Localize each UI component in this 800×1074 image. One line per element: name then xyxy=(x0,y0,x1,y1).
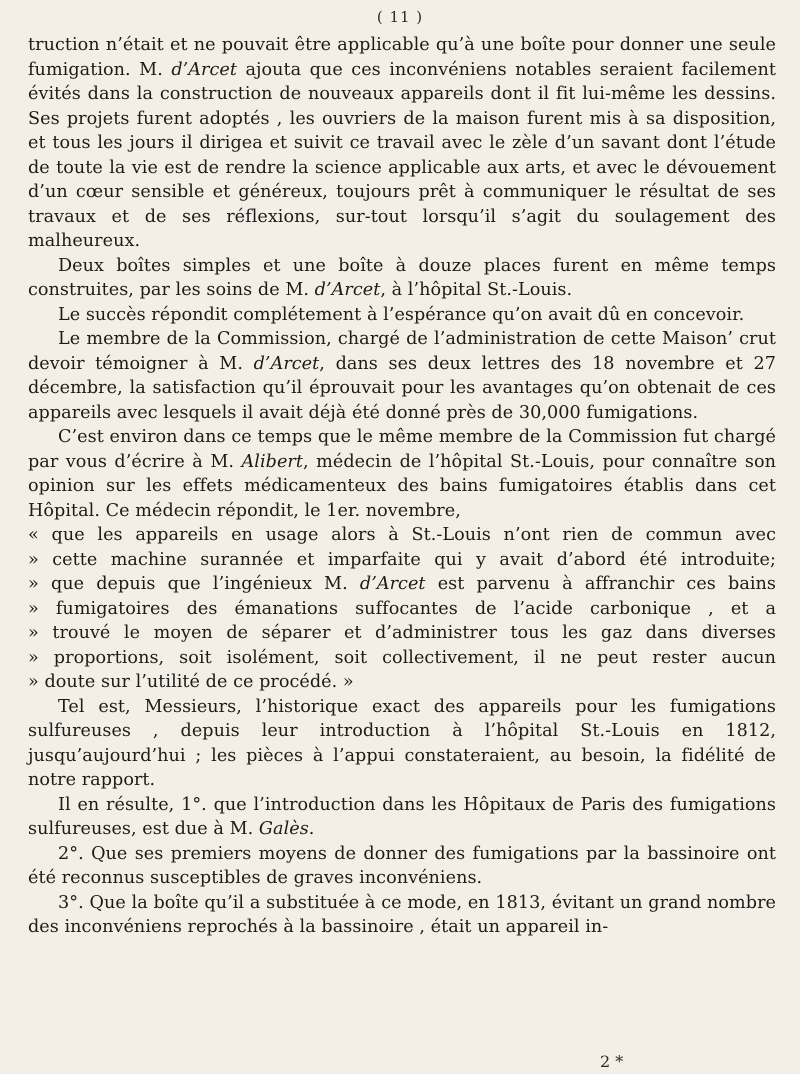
name-darcet: d’Arcet xyxy=(253,353,320,374)
p7-text: Il en résulte, 1°. que l’introduction dans les Hôpitaux de Paris des fumigations sulfureuses, est due à M. xyxy=(28,794,776,839)
p5-text-a: C’est environ dans ce temps que le même membre de la Commission fut chargé par vous d’écrire à M. xyxy=(28,427,776,472)
paragraph-6: Tel est, Messieurs, l’historique exact des appareils pour les fumigations sulfureuses , depuis leur introduction à l’hôpital St.-Louis en 1812, jusqu’aujourd’hui ; les pièces à l’appui constateraient, au besoin, la fidélité de notre rapport. xyxy=(28,696,776,790)
paragraph-1 xyxy=(28,33,776,254)
quote-3-text-b: est parvenu à affranchir ces bains xyxy=(425,574,776,594)
body-text xyxy=(28,33,776,940)
p1-text-b: ajouta que ces inconvéniens notables seraient facilement évités dans la construction de nouveaux appareils dont il fit lui-même les dessins. Ses projets furent adoptés , les ouvriers de la maison furent mis à sa disposition, et tous les jours il dirigea et suivit ce travail avec le zèle d’un savant dont l’étude de toute la vie est de rendre la science applicable aux arts, et avec le dévouement d’un cœur sensible et généreux, toujours prêt à communiquer le résultat de ses travaux et de ses réflexions, sur-tout lorsqu’il s’agit du soulagement des malheureux. xyxy=(28,59,776,251)
p2-text-b: , à l’hôpital St.-Louis. xyxy=(380,280,573,300)
p7-end: . xyxy=(308,819,315,839)
quote-line: » trouvé le moyen de séparer et d’administrer tous les gaz dans diverses xyxy=(28,623,776,643)
quote-line: » proportions, soit isolément, soit collectivement, il ne peut rester aucun xyxy=(28,647,776,668)
signature-mark: 2 * xyxy=(600,1052,624,1071)
paragraph-4 xyxy=(28,327,776,425)
name-gales: Galès xyxy=(258,819,309,839)
name-darcet: d’Arcet xyxy=(359,574,426,594)
name-darcet: d’Arcet xyxy=(171,59,237,80)
quote-line: « que les appareils en usage alors à St.-Louis n’ont rien de commun avec xyxy=(28,525,776,545)
p4-text-b: , dans ses deux lettres des 18 novembre et 27 décembre, la satisfaction qu’il éprouvait pour les avantages qu’on obtenait de ces appareils avec lesquels il avait déjà été donné près de 30,000 fumigations. xyxy=(28,353,776,423)
paragraph-7 xyxy=(28,793,776,842)
p2-text-a: Deux boîtes simples et une boîte à douze places furent en même temps construites, par les soins de M. xyxy=(28,255,776,300)
page-number: ( 11 ) xyxy=(376,8,424,26)
paragraph-2 xyxy=(28,254,776,303)
paragraph-3: Le succès répondit complétement à l’espérance qu’on avait dû en concevoir. xyxy=(58,304,745,325)
paragraph-8: 2°. Que ses premiers moyens de donner des fumigations par la bassinoire ont été reconnus susceptibles de graves inconvéniens. xyxy=(28,843,776,888)
name-darcet: d’Arcet xyxy=(314,280,381,300)
p4-text-a: Le membre de la Commission, chargé de l’administration de cette Maison’ crut devoir témoigner à M. xyxy=(28,329,776,374)
p1-text-a: truction n’était et ne pouvait être applicable qu’à une boîte pour donner une seule fumigation. M. xyxy=(28,35,776,80)
quote-line: » doute sur l’utilité de ce procédé. » xyxy=(28,672,354,692)
quote-line xyxy=(28,572,776,597)
p5-text-b: , médecin de l’hôpital St.-Louis, pour connaître son opinion sur les effets médicamenteux des bains fumigatoires établis dans cet Hôpital. Ce médecin répondit, le 1er. novembre, xyxy=(28,451,776,521)
quote-3-text-a: » que depuis que l’ingénieux M. xyxy=(28,574,360,594)
paragraph-5 xyxy=(28,425,776,523)
name-alibert: Alibert xyxy=(241,451,303,472)
quote-line: » fumigatoires des émanations suffocantes de l’acide carbonique , et a xyxy=(28,598,776,619)
quote-line: » cette machine surannée et imparfaite qui y avait d’abord été introduite; xyxy=(28,549,776,570)
paragraph-9: 3°. Que la boîte qu’il a substituée à ce mode, en 1813, évitant un grand nombre des inconvéniens reprochés à la bassinoire , était un appareil in- xyxy=(28,892,776,937)
